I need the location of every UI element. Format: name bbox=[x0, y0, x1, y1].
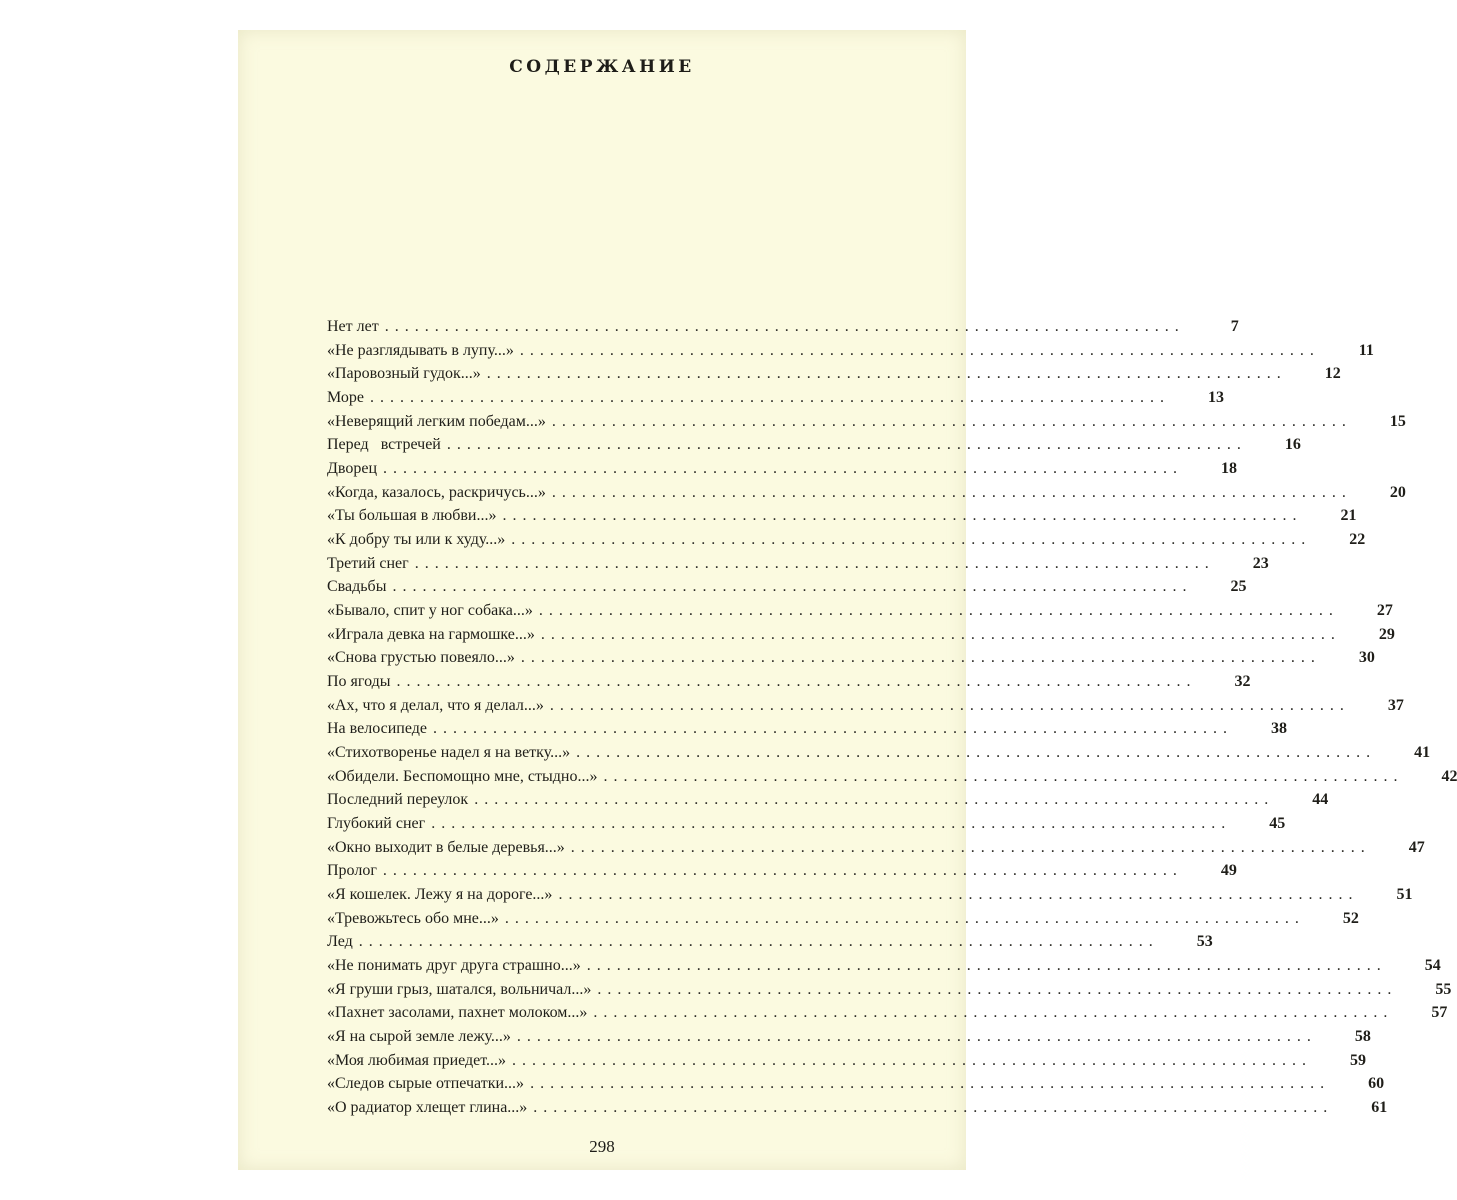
toc-entry-page: 20 bbox=[1389, 483, 1406, 501]
toc-entry bbox=[327, 812, 1286, 836]
toc-entry-title: Свадьбы bbox=[327, 578, 387, 596]
toc-entry bbox=[327, 883, 1413, 907]
toc-entry bbox=[327, 339, 1374, 363]
dot-leader: ................................................................................ bbox=[474, 791, 1275, 809]
toc-entry-title: На велосипеде bbox=[327, 720, 427, 738]
dot-leader: ................................................................................ bbox=[603, 767, 1404, 785]
toc-entry-page: 47 bbox=[1408, 838, 1425, 856]
toc-entry bbox=[327, 978, 1452, 1002]
toc-entry-title: «Окно выходит в белые деревья...» bbox=[327, 838, 565, 856]
toc-entry bbox=[327, 859, 1237, 883]
toc-entry-page: 45 bbox=[1269, 814, 1286, 832]
toc-entry-page: 57 bbox=[1431, 1004, 1448, 1022]
toc-entry-title: «О радиатор хлещет глина...» bbox=[327, 1099, 528, 1116]
toc-entry-page: 15 bbox=[1389, 412, 1406, 430]
dot-leader: ................................................................................ bbox=[502, 507, 1303, 525]
toc-entry-title: Последний переулок bbox=[327, 791, 469, 809]
dot-leader: ................................................................................ bbox=[369, 388, 1170, 406]
toc-entry-title: «Не понимать друг друга страшно...» bbox=[327, 956, 581, 974]
toc-entry bbox=[327, 433, 1301, 457]
toc-entry bbox=[327, 907, 1359, 931]
toc-entry-title: «К добру ты или к худу...» bbox=[327, 530, 506, 548]
toc-entry-page: 53 bbox=[1196, 933, 1213, 951]
dot-leader: ................................................................................ bbox=[593, 1004, 1394, 1022]
toc-entry bbox=[327, 575, 1247, 599]
page-heading: СОДЕРЖАНИЕ bbox=[509, 57, 695, 77]
toc-entry bbox=[327, 765, 1457, 789]
toc-entry bbox=[327, 646, 1375, 670]
dot-leader: ................................................................................ bbox=[392, 578, 1193, 596]
dot-leader: ................................................................................ bbox=[446, 436, 1247, 454]
toc-entry-page: 27 bbox=[1376, 601, 1393, 619]
toc-entry-page: 49 bbox=[1220, 862, 1237, 880]
toc-entry-title: Третий снег bbox=[327, 554, 409, 572]
dot-leader: ................................................................................ bbox=[586, 956, 1387, 974]
dot-leader: ................................................................................ bbox=[414, 554, 1215, 572]
toc-entry bbox=[327, 694, 1404, 718]
toc-entry-page: 58 bbox=[1354, 1027, 1371, 1045]
toc-entry-title: Перед встречей bbox=[327, 436, 441, 454]
toc-entry-title: «Следов сырые отпечатки...» bbox=[327, 1075, 525, 1093]
toc-entry-title: «Бывало, спит у ног собака...» bbox=[327, 601, 533, 619]
dot-leader: ................................................................................ bbox=[358, 933, 1159, 951]
toc-entry-title: «Моя любимая приедет...» bbox=[327, 1051, 507, 1069]
dot-leader: ................................................................................ bbox=[551, 412, 1352, 430]
toc-entry bbox=[327, 1001, 1448, 1025]
page-number: 298 bbox=[589, 1137, 615, 1156]
dot-leader: ................................................................................ bbox=[383, 459, 1184, 477]
toc-entry-title: Пролог bbox=[327, 862, 377, 880]
dot-leader: ................................................................................ bbox=[538, 601, 1339, 619]
toc-entry bbox=[327, 362, 1341, 386]
toc-entry-title: Море bbox=[327, 388, 364, 406]
toc-entry-title: «Я на сырой земле лежу...» bbox=[327, 1027, 511, 1045]
toc-entry-title: Нет лет bbox=[327, 317, 379, 335]
toc-entry-page: 51 bbox=[1396, 885, 1413, 903]
toc-entry-title: «Я кошелек. Лежу я на дороге...» bbox=[327, 885, 553, 903]
dot-leader: ................................................................................ bbox=[504, 909, 1305, 927]
dot-leader: ................................................................................ bbox=[551, 483, 1352, 501]
toc-entry-title: «Неверящий легким победам...» bbox=[327, 412, 546, 430]
toc-entry-page: 23 bbox=[1252, 554, 1269, 572]
toc-entry-title: «Я груши грыз, шатался, вольничал...» bbox=[327, 980, 592, 998]
dot-leader: ................................................................................ bbox=[512, 1051, 1313, 1069]
toc-entry bbox=[327, 788, 1329, 812]
toc-entry-page: 61 bbox=[1371, 1099, 1388, 1116]
toc-entry-page: 18 bbox=[1221, 459, 1238, 477]
toc-entry bbox=[327, 410, 1406, 434]
toc-entry-page: 59 bbox=[1350, 1051, 1367, 1069]
toc-entry-page: 54 bbox=[1424, 956, 1441, 974]
toc-entry bbox=[327, 528, 1366, 552]
toc-entry bbox=[327, 481, 1406, 505]
toc-entry bbox=[327, 599, 1393, 623]
toc-entry-title: «Не разглядывать в лупу...» bbox=[327, 341, 514, 359]
toc-entry-title: «Ах, что я делал, что я делал...» bbox=[327, 696, 544, 714]
toc-entry-page: 55 bbox=[1435, 980, 1452, 998]
dot-leader: ................................................................................ bbox=[486, 365, 1287, 383]
toc-entry-title: Лед bbox=[327, 933, 353, 951]
toc-entry-title: «Снова грустью повеяло...» bbox=[327, 649, 515, 667]
dot-leader: ................................................................................ bbox=[511, 530, 1312, 548]
toc-entry-page: 38 bbox=[1270, 720, 1287, 738]
toc-entry-title: По ягоды bbox=[327, 672, 391, 690]
dot-leader: ................................................................................ bbox=[431, 814, 1232, 832]
toc-entry-title: «Пахнет засолами, пахнет молоком...» bbox=[327, 1004, 588, 1022]
toc-entry-page: 52 bbox=[1342, 909, 1359, 927]
toc-entry-page: 37 bbox=[1387, 696, 1404, 714]
toc-entry-page: 42 bbox=[1441, 767, 1457, 785]
toc-entry bbox=[327, 1049, 1367, 1073]
toc-entry-page: 22 bbox=[1349, 530, 1366, 548]
toc-entry bbox=[327, 504, 1357, 528]
toc-entry-title: «Играла девка на гармошке...» bbox=[327, 625, 535, 643]
toc-entry bbox=[327, 930, 1213, 954]
dot-leader: ................................................................................ bbox=[520, 649, 1321, 667]
dot-leader: ................................................................................ bbox=[540, 625, 1341, 643]
dot-leader: ................................................................................ bbox=[516, 1027, 1317, 1045]
dot-leader: ................................................................................ bbox=[384, 317, 1185, 335]
toc-entry-page: 21 bbox=[1340, 507, 1357, 525]
toc-entry bbox=[327, 552, 1269, 576]
toc-entry bbox=[327, 1073, 1385, 1097]
toc-entry bbox=[327, 386, 1224, 410]
toc-entry-title: «Когда, казалось, раскричусь...» bbox=[327, 483, 546, 501]
dot-leader: ................................................................................ bbox=[570, 838, 1371, 856]
dot-leader: ................................................................................ bbox=[533, 1099, 1334, 1116]
toc-entry-page: 29 bbox=[1378, 625, 1395, 643]
dot-leader: ................................................................................ bbox=[558, 885, 1359, 903]
toc-entry-title: «Стихотворенье надел я на ветку...» bbox=[327, 743, 571, 761]
toc-entry-title: «Обидели. Беспомощно мне, стыдно...» bbox=[327, 767, 598, 785]
toc-entry bbox=[327, 623, 1395, 647]
toc-entry bbox=[327, 1025, 1371, 1049]
toc-entry-page: 60 bbox=[1368, 1075, 1385, 1093]
book-page bbox=[238, 30, 1457, 1170]
toc-entry-page: 12 bbox=[1324, 365, 1341, 383]
toc-entry-page: 25 bbox=[1230, 578, 1247, 596]
toc-entry-title: Глубокий снег bbox=[327, 814, 426, 832]
dot-leader: ................................................................................ bbox=[576, 743, 1377, 761]
toc-entry-page: 16 bbox=[1284, 436, 1301, 454]
toc-entry bbox=[327, 836, 1425, 860]
toc-entry-page: 7 bbox=[1230, 317, 1239, 335]
dot-leader: ................................................................................ bbox=[382, 862, 1183, 880]
toc-entry bbox=[327, 315, 1239, 339]
toc-entry-page: 11 bbox=[1358, 341, 1374, 359]
toc-entry-page: 44 bbox=[1312, 791, 1329, 809]
toc-entry-page: 30 bbox=[1358, 649, 1375, 667]
dot-leader: ................................................................................ bbox=[432, 720, 1233, 738]
toc-entry bbox=[327, 717, 1287, 741]
dot-leader: ................................................................................ bbox=[396, 672, 1197, 690]
toc-entry-page: 32 bbox=[1234, 672, 1251, 690]
toc-entry-page: 41 bbox=[1414, 743, 1431, 761]
toc-entry-title: «Паровозный гудок...» bbox=[327, 365, 481, 383]
toc-entry bbox=[327, 457, 1238, 481]
toc-entry-page: 13 bbox=[1207, 388, 1224, 406]
toc-entry-title: «Ты большая в любви...» bbox=[327, 507, 497, 525]
toc-entry bbox=[327, 670, 1251, 694]
toc-entry-title: «Тревожьтесь обо мне...» bbox=[327, 909, 499, 927]
toc-entry-title: Дворец bbox=[327, 459, 378, 477]
dot-leader: ................................................................................ bbox=[549, 696, 1350, 714]
dot-leader: ................................................................................ bbox=[597, 980, 1398, 998]
dot-leader: ................................................................................ bbox=[519, 341, 1320, 359]
toc-entry bbox=[327, 954, 1441, 978]
table-of-contents bbox=[327, 315, 1457, 1120]
dot-leader: ................................................................................ bbox=[530, 1075, 1331, 1093]
toc-entry bbox=[327, 1096, 1388, 1120]
toc-entry bbox=[327, 741, 1431, 765]
